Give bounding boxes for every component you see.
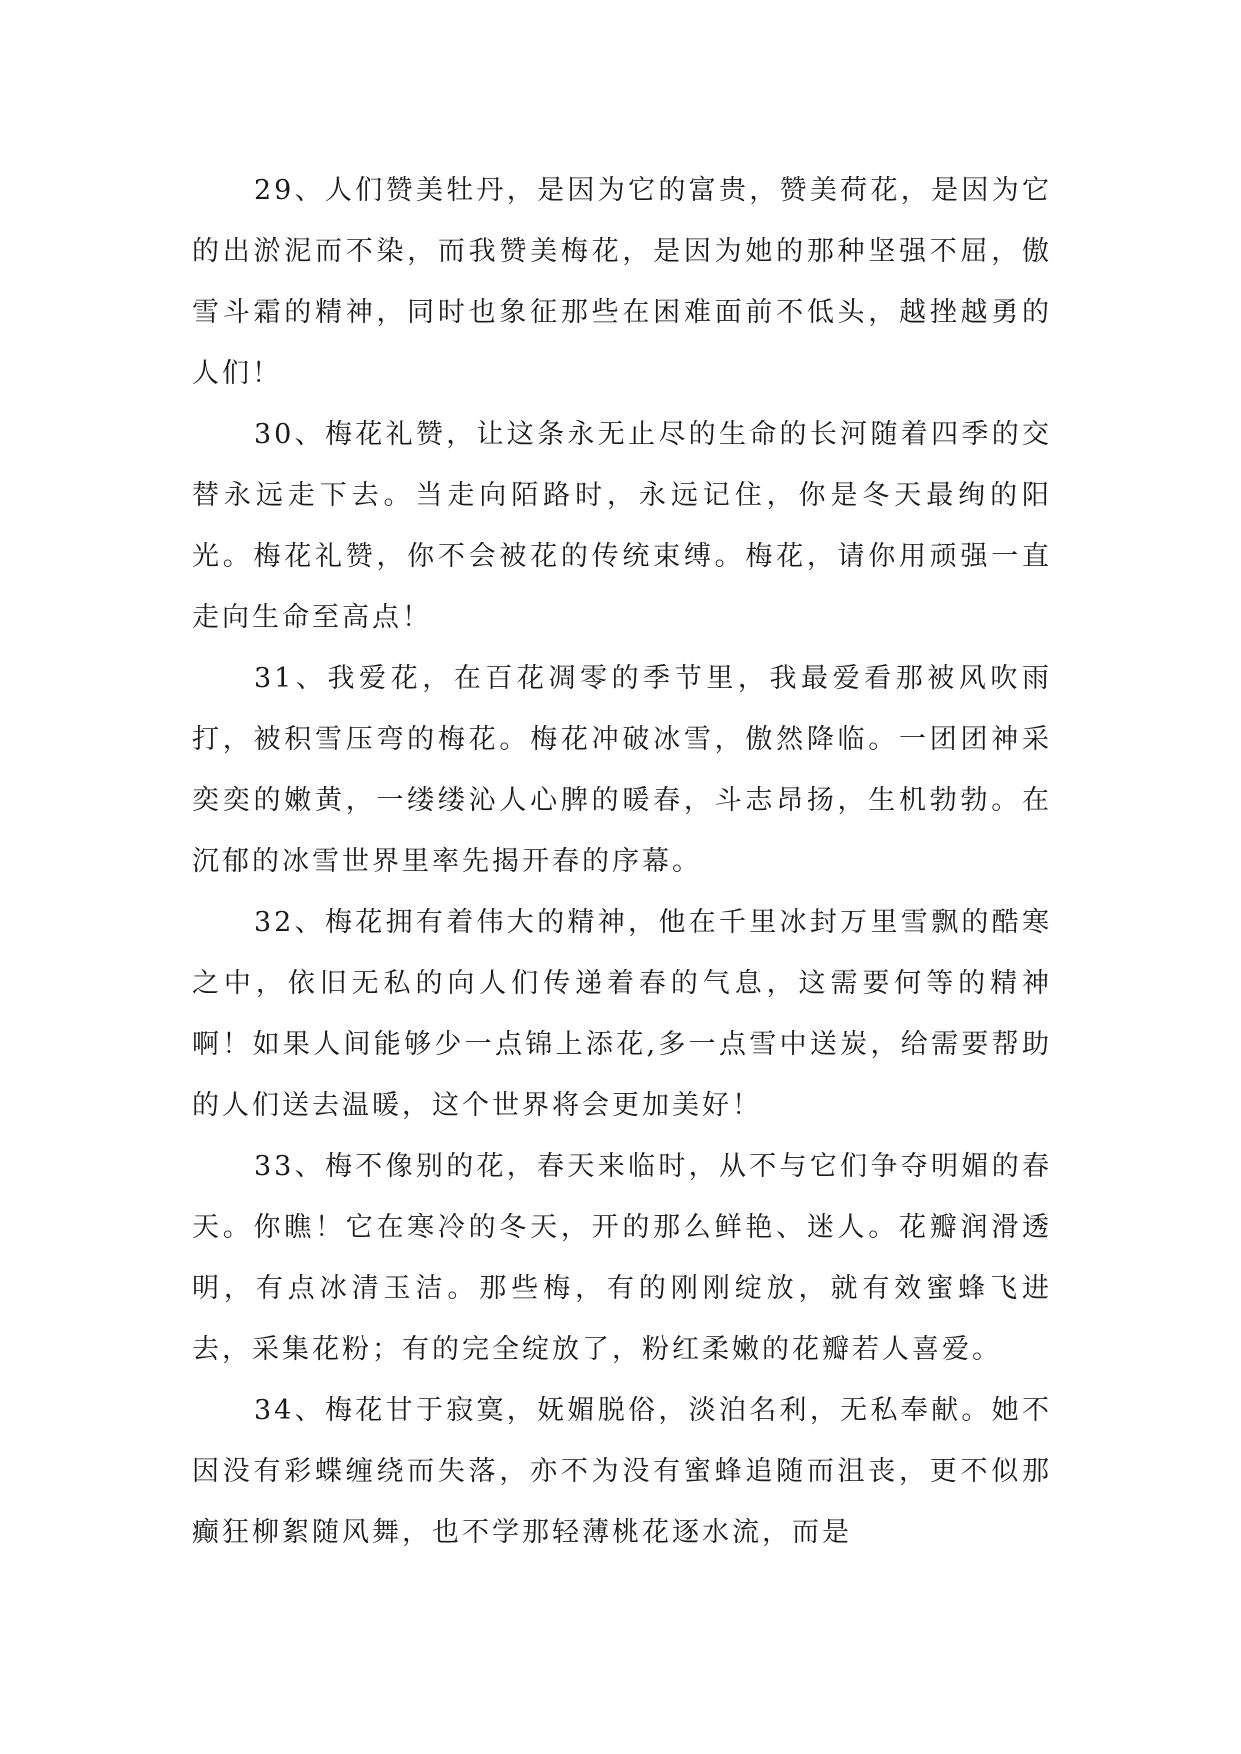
paragraph-30: 30、梅花礼赞，让这条永无止尽的生命的长河随着四季的交替永远走下去。当走向陌路时，永远记住，你是冬天最绚的阳光。梅花礼赞，你不会被花的传统束缚。梅花，请你用顽强一直走向生命至高点！ xyxy=(192,419,1052,633)
paragraph-32: 32、梅花拥有着伟大的精神，他在千里冰封万里雪飘的酷寒之中，依旧无私的向人们传递着春的气息，这需要何等的精神啊！如果人间能够少一点锦上添花,多一点雪中送炭，给需要帮助的人们送去温暖，这个世界将会更加美好！ xyxy=(192,907,1052,1121)
paragraph-34: 34、梅花甘于寂寞，妩媚脱俗，淡泊名利，无私奉献。她不因没有彩蝶缠绕而失落，亦不为没有蜜蜂追随而沮丧，更不似那癫狂柳絮随风舞，也不学那轻薄桃花逐水流，而是 xyxy=(192,1395,1052,1548)
document-body xyxy=(192,160,1052,1563)
paragraph-33: 33、梅不像别的花，春天来临时，从不与它们争夺明媚的春天。你瞧！它在寒冷的冬天，开的那么鲜艳、迷人。花瓣润滑透明，有点冰清玉洁。那些梅，有的刚刚绽放，就有效蜜蜂飞进去，采集花粉；有的完全绽放了，粉红柔嫩的花瓣若人喜爱。 xyxy=(192,1151,1052,1365)
paragraph-31: 31、我爱花，在百花凋零的季节里，我最爱看那被风吹雨打，被积雪压弯的梅花。梅花冲破冰雪，傲然降临。一团团神采奕奕的嫩黄，一缕缕沁人心脾的暖春，斗志昂扬，生机勃勃。在沉郁的冰雪世界里率先揭开春的序幕。 xyxy=(192,663,1052,877)
paragraph-29: 29、人们赞美牡丹，是因为它的富贵，赞美荷花，是因为它的出淤泥而不染，而我赞美梅花，是因为她的那种坚强不屈，傲雪斗霜的精神，同时也象征那些在困难面前不低头，越挫越勇的人们！ xyxy=(192,175,1052,389)
